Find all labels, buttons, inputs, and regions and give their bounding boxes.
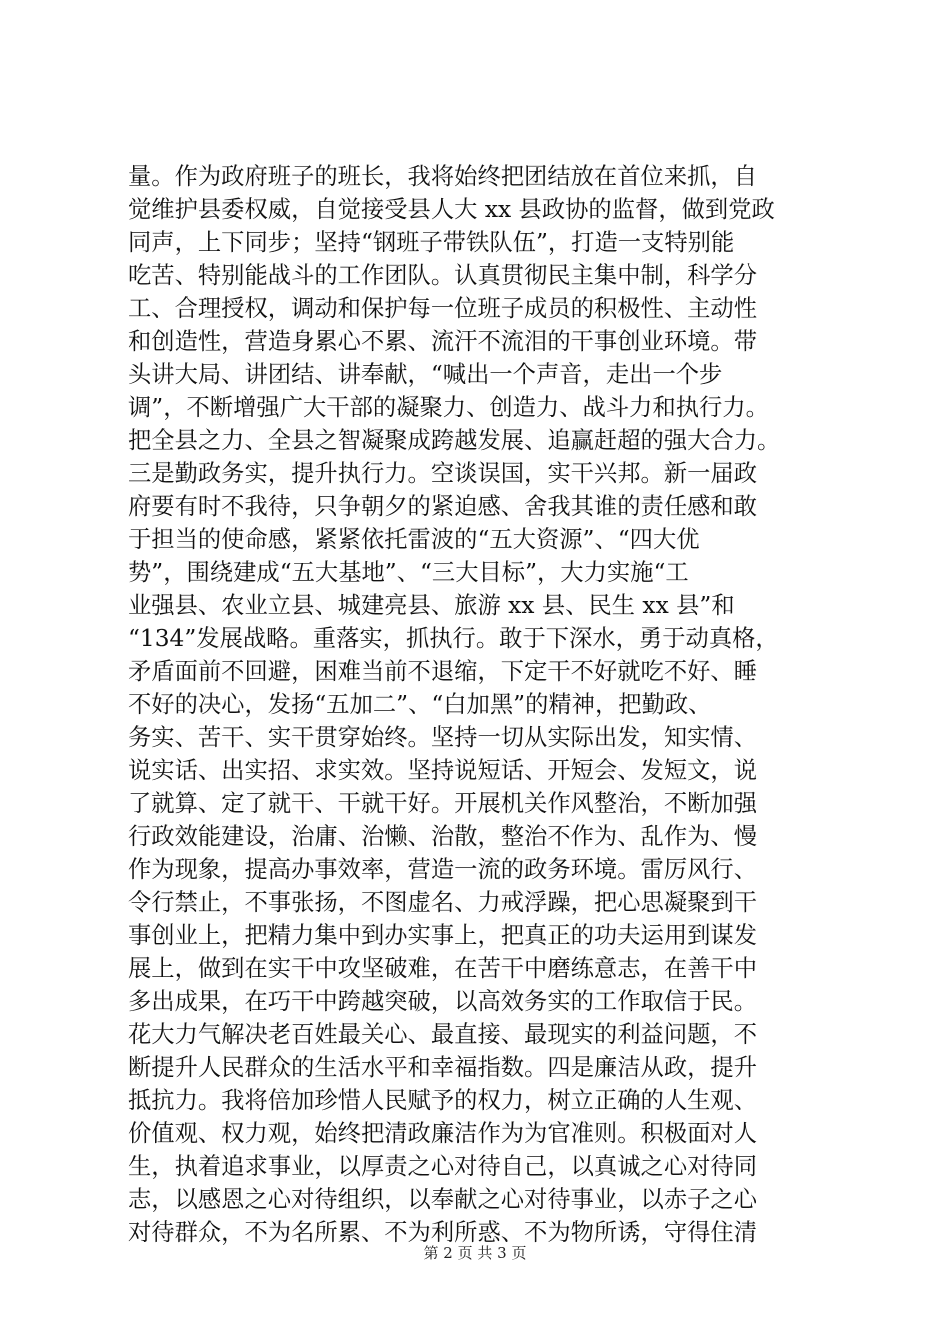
- text-line: 业强县、农业立县、城建亮县、旅游 xx 县、民生 xx 县”和: [128, 592, 735, 619]
- text-line: 调”，不断增强广大干部的凝聚力、创造力、战斗力和执行力。: [128, 394, 769, 421]
- text-line: 工、合理授权，调动和保护每一位班子成员的积极性、主动性: [128, 295, 758, 322]
- text-line: “134”发展战略。重落实，抓执行。敢于下深水，勇于动真格，: [128, 625, 779, 652]
- text-line: 作为现象，提高办事效率，营造一流的政务环境。雷厉风行、: [128, 856, 758, 883]
- text-line: 抵抗力。我将倍加珍惜人民赋予的权力，树立正确的人生观、: [128, 1087, 758, 1114]
- text-line: 价值观、权力观，始终把清政廉洁作为为官准则。积极面对人: [128, 1120, 758, 1147]
- text-line: 头讲大局、讲团结、讲奉献，“喊出一个声音，走出一个步: [128, 361, 723, 388]
- text-line: 令行禁止，不事张扬，不图虚名、力戒浮躁，把心思凝聚到干: [128, 889, 758, 916]
- text-line: 势”，围绕建成“五大基地”、“三大目标”，大力实施“工: [128, 559, 689, 586]
- text-line: 同声，上下同步；坚持“钢班子带铁队伍”，打造一支特别能: [128, 229, 735, 256]
- text-line: 志，以感恩之心对待组织，以奉献之心对待事业，以赤子之心: [128, 1186, 758, 1213]
- text-line: 和创造性，营造身累心不累、流汗不流泪的干事创业环境。带: [128, 328, 758, 355]
- text-line: 把全县之力、全县之智凝聚成跨越发展、追赢赶超的强大合力。: [128, 427, 781, 454]
- text-line: 不好的决心，发扬“五加二”、“白加黑”的精神，把勤政、: [128, 691, 712, 718]
- text-line: 展上，做到在实干中攻坚破难，在苦干中磨练意志，在善干中: [128, 955, 758, 982]
- text-line: 觉维护县委权威，自觉接受县人大 xx 县政协的监督，做到党政: [128, 196, 775, 223]
- text-line: 多出成果，在巧干中跨越突破，以高效务实的工作取信于民。: [128, 988, 758, 1015]
- text-line: 说实话、出实招、求实效。坚持说短话、开短会、发短文，说: [128, 757, 758, 784]
- text-line: 矛盾面前不回避，困难当前不退缩，下定干不好就吃不好、睡: [128, 658, 758, 685]
- text-line: 务实、苦干、实干贯穿始终。坚持一切从实际出发，知实情、: [128, 724, 758, 751]
- text-line: 生，执着追求事业，以厚责之心对待自己，以真诚之心对待同: [128, 1153, 758, 1180]
- text-line: 量。作为政府班子的班长，我将始终把团结放在首位来抓，自: [128, 163, 758, 190]
- text-line: 府要有时不我待，只争朝夕的紧迫感、舍我其谁的责任感和敢: [128, 493, 758, 520]
- text-line: 吃苦、特别能战斗的工作团队。认真贯彻民主集中制，科学分: [128, 262, 758, 289]
- text-line: 断提升人民群众的生活水平和幸福指数。四是廉洁从政，提升: [128, 1054, 758, 1081]
- text-line: 三是勤政务实，提升执行力。空谈误国，实干兴邦。新一届政: [128, 460, 758, 487]
- text-line: 了就算、定了就干、干就干好。开展机关作风整治，不断加强: [128, 790, 758, 817]
- text-line: 对待群众，不为名所累、不为利所惑、不为物所诱，守得住清: [128, 1219, 758, 1246]
- text-line: 于担当的使命感，紧紧依托雷波的“五大资源”、“四大优: [128, 526, 700, 553]
- page-footer: 第 2 页 共 3 页: [423, 1244, 527, 1262]
- text-line: 花大力气解决老百姓最关心、最直接、最现实的利益问题，不: [128, 1021, 758, 1048]
- text-line: 行政效能建设，治庸、治懒、治散，整治不作为、乱作为、慢: [128, 823, 758, 850]
- text-line: 事创业上，把精力集中到办实事上，把真正的功夫运用到谋发: [128, 922, 758, 949]
- document-body: [128, 160, 828, 1249]
